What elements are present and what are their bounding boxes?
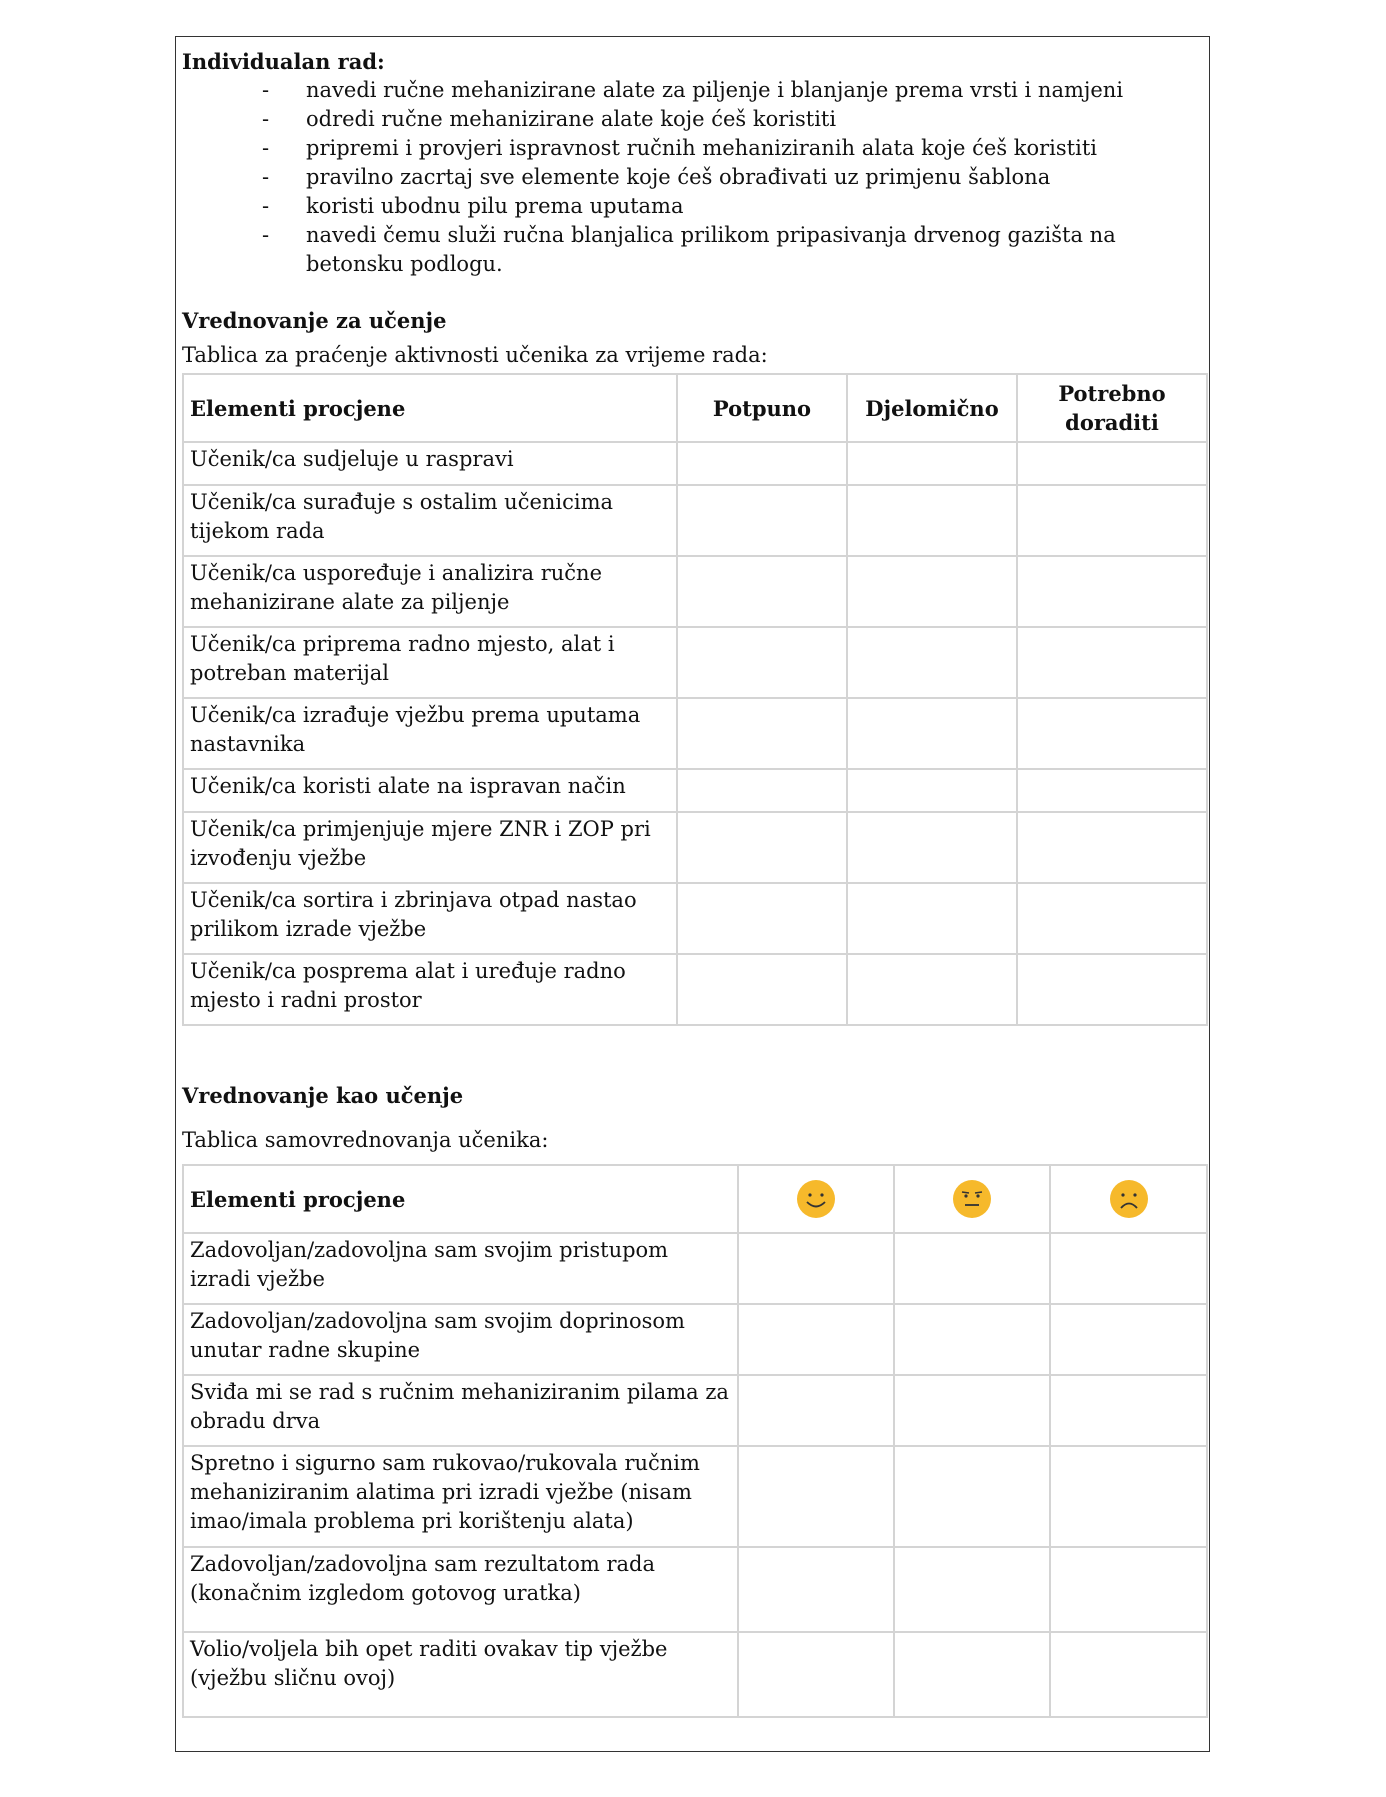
checkbox-cell[interactable] <box>738 1233 894 1304</box>
checkbox-cell[interactable] <box>677 485 847 556</box>
checkbox-cell[interactable] <box>894 1632 1050 1717</box>
header-sad <box>1050 1165 1207 1233</box>
checkbox-cell[interactable] <box>1050 1233 1207 1304</box>
checkbox-cell[interactable] <box>1050 1304 1207 1375</box>
header-neutral <box>894 1165 1050 1233</box>
checkbox-cell[interactable] <box>894 1446 1050 1547</box>
checkbox-cell[interactable] <box>1050 1547 1207 1632</box>
checkbox-cell[interactable] <box>738 1446 894 1547</box>
table-row: Zadovoljan/zadovoljna sam rezultatom rada (konačnim izgledom gotovog uratka) <box>183 1547 1207 1632</box>
checkbox-cell[interactable] <box>847 812 1017 883</box>
assessment-as-learning-subtitle: Tablica samovrednovanja učenika: <box>182 1128 549 1152</box>
checkbox-cell[interactable] <box>847 698 1017 769</box>
list-item: - navedi ručne mehanizirane alate za piljenje i blanjanje prema vrsti i namjeni <box>262 78 1124 102</box>
header-happy <box>738 1165 894 1233</box>
self-assessment-table <box>182 1164 1208 1718</box>
individual-work-list <box>182 76 1207 279</box>
checkbox-cell[interactable] <box>677 442 847 485</box>
table-row: Učenik/ca sortira i zbrinjava otpad nastao prilikom izrade vježbe <box>183 883 1207 954</box>
checkbox-cell[interactable] <box>677 627 847 698</box>
header-needs-work: Potrebno doraditi <box>1017 374 1207 442</box>
list-item: - koristi ubodnu pilu prema uputama <box>262 194 684 218</box>
table-row: Učenik/ca uspoređuje i analizira ručne mehanizirane alate za piljenje <box>183 556 1207 627</box>
checkbox-cell[interactable] <box>847 769 1017 812</box>
list-item: - odredi ručne mehanizirane alate koje ćeš koristiti <box>262 107 837 131</box>
table-row: Učenik/ca surađuje s ostalim učenicima tijekom rada <box>183 485 1207 556</box>
sad-face-icon <box>1109 1179 1149 1219</box>
checkbox-cell[interactable] <box>847 442 1017 485</box>
neutral-face-icon <box>952 1179 992 1219</box>
checkbox-cell[interactable] <box>1017 485 1207 556</box>
header-partially: Djelomično <box>847 374 1017 442</box>
list-item: - pravilno zacrtaj sve elemente koje ćeš obrađivati uz primjenu šablona <box>262 165 1051 189</box>
document-content <box>182 48 1207 1718</box>
checkbox-cell[interactable] <box>1050 1632 1207 1717</box>
checkbox-cell[interactable] <box>1017 954 1207 1025</box>
checkbox-cell[interactable] <box>1050 1446 1207 1547</box>
assessment-for-learning-title: Vrednovanje za učenje <box>182 308 447 333</box>
checkbox-cell[interactable] <box>894 1304 1050 1375</box>
header-elements: Elementi procjene <box>183 374 677 442</box>
checkbox-cell[interactable] <box>1017 556 1207 627</box>
table-row: Zadovoljan/zadovoljna sam svojim pristupom izradi vježbe <box>183 1233 1207 1304</box>
checkbox-cell[interactable] <box>1017 883 1207 954</box>
checkbox-cell[interactable] <box>847 627 1017 698</box>
assessment-for-learning-subtitle: Tablica za praćenje aktivnosti učenika za vrijeme rada: <box>182 343 768 367</box>
table-row: Učenik/ca koristi alate na ispravan način <box>183 769 1207 812</box>
checkbox-cell[interactable] <box>894 1547 1050 1632</box>
assessment-as-learning-title: Vrednovanje kao učenje <box>182 1083 464 1108</box>
header-fully: Potpuno <box>677 374 847 442</box>
checkbox-cell[interactable] <box>677 769 847 812</box>
table-row: Učenik/ca priprema radno mjesto, alat i potreban materijal <box>183 627 1207 698</box>
checkbox-cell[interactable] <box>677 698 847 769</box>
checkbox-cell[interactable] <box>1017 812 1207 883</box>
table-row: Učenik/ca sudjeluje u raspravi <box>183 442 1207 485</box>
table-row: Sviđa mi se rad s ručnim mehaniziranim pilama za obradu drva <box>183 1375 1207 1446</box>
checkbox-cell[interactable] <box>847 954 1017 1025</box>
checkbox-cell[interactable] <box>677 556 847 627</box>
checkbox-cell[interactable] <box>847 485 1017 556</box>
checkbox-cell[interactable] <box>677 883 847 954</box>
checkbox-cell[interactable] <box>847 883 1017 954</box>
checkbox-cell[interactable] <box>738 1304 894 1375</box>
checkbox-cell[interactable] <box>1050 1375 1207 1446</box>
table-header-row <box>183 1165 1207 1233</box>
checkbox-cell[interactable] <box>1017 627 1207 698</box>
checkbox-cell[interactable] <box>847 556 1017 627</box>
table-row: Spretno i sigurno sam rukovao/rukovala ručnim mehaniziranim alatima pri izradi vježbe (nisam imao/imala problema pri korištenju alata) <box>183 1446 1207 1547</box>
table-row: Zadovoljan/zadovoljna sam svojim doprinosom unutar radne skupine <box>183 1304 1207 1375</box>
checkbox-cell[interactable] <box>1017 698 1207 769</box>
individual-work-title: Individualan rad: <box>182 49 385 74</box>
table-header-row <box>183 374 1207 442</box>
smiley-face-icon <box>796 1179 836 1219</box>
checkbox-cell[interactable] <box>738 1375 894 1446</box>
checkbox-cell[interactable] <box>738 1547 894 1632</box>
table-row: Učenik/ca posprema alat i uređuje radno mjesto i radni prostor <box>183 954 1207 1025</box>
list-item: - pripremi i provjeri ispravnost ručnih mehaniziranih alata koje ćeš koristiti <box>262 136 1097 160</box>
checkbox-cell[interactable] <box>1017 769 1207 812</box>
table-row: Volio/voljela bih opet raditi ovakav tip vježbe (vježbu sličnu ovoj) <box>183 1632 1207 1717</box>
activity-tracking-table <box>182 373 1208 1026</box>
checkbox-cell[interactable] <box>738 1632 894 1717</box>
table-row: Učenik/ca primjenjuje mjere ZNR i ZOP pri izvođenju vježbe <box>183 812 1207 883</box>
header-elements: Elementi procjene <box>183 1165 738 1233</box>
checkbox-cell[interactable] <box>677 812 847 883</box>
checkbox-cell[interactable] <box>894 1233 1050 1304</box>
checkbox-cell[interactable] <box>1017 442 1207 485</box>
table-row: Učenik/ca izrađuje vježbu prema uputama nastavnika <box>183 698 1207 769</box>
list-item: - navedi čemu služi ručna blanjalica prilikom pripasivanja drvenog gazišta na betonsku podlogu. <box>262 223 1116 276</box>
checkbox-cell[interactable] <box>894 1375 1050 1446</box>
checkbox-cell[interactable] <box>677 954 847 1025</box>
